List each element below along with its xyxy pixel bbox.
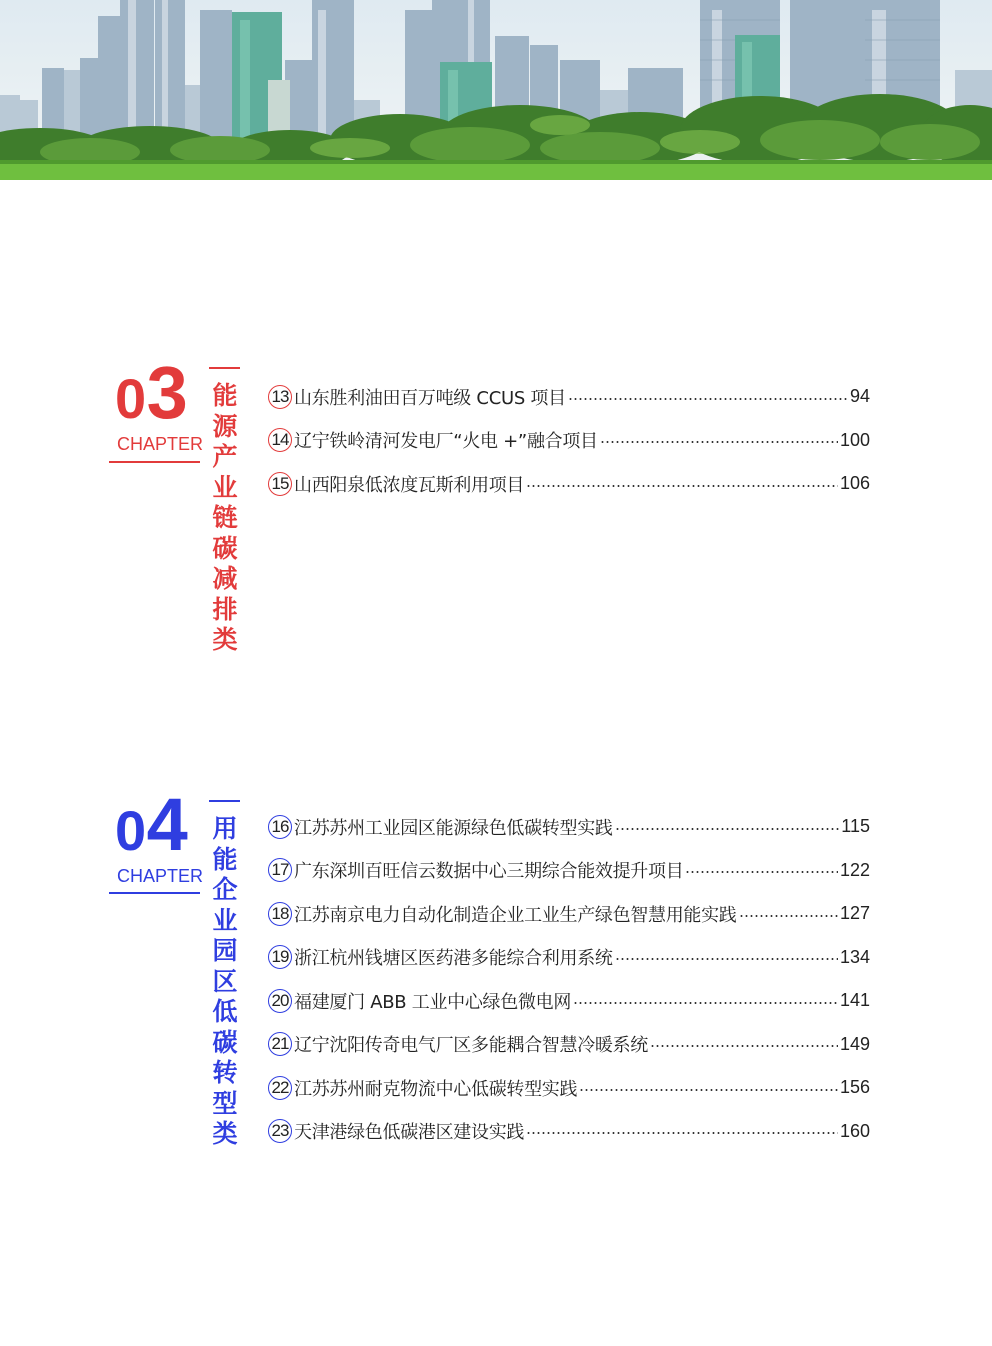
chapter-title-char: 产 [212, 442, 238, 471]
chapter-title-rule [209, 800, 240, 802]
chapter-title-char: 转 [212, 1058, 238, 1087]
toc-entry[interactable] [268, 979, 870, 1023]
chapter-number-digit-0: 0 [115, 367, 145, 430]
toc-entry[interactable] [268, 1110, 870, 1154]
entry-title: 江苏苏州工业园区能源绿色低碳转型实践 [294, 817, 613, 839]
chapter-title-char: 低 [212, 997, 238, 1026]
chapter-number-digit-0: 0 [115, 799, 145, 862]
entry-number-badge: 19 [268, 945, 292, 969]
entry-page-number: 160 [839, 1120, 870, 1141]
entry-page-number: 106 [839, 473, 870, 494]
chapter-label: CHAPTER [117, 866, 204, 886]
chapter-title-char: 碳 [212, 1027, 238, 1057]
dot-leader [615, 958, 838, 960]
entry-number-badge: 16 [268, 815, 292, 839]
entry-title: 辽宁铁岭清河发电厂“火电 +”融合项目 [294, 431, 598, 453]
entry-title: 山东胜利油田百万吨级 CCUS 项目 [294, 387, 566, 409]
entry-number-badge: 21 [268, 1032, 292, 1056]
dot-leader [650, 1045, 838, 1047]
dot-leader [526, 1132, 838, 1134]
toc-entry[interactable] [268, 936, 870, 980]
entry-number-badge: 15 [268, 472, 292, 496]
toc-entry[interactable] [268, 419, 870, 463]
entry-number-badge: 17 [268, 858, 292, 882]
entry-page-number: 149 [839, 1033, 870, 1054]
chapter-number-digit-1: 4 [146, 783, 186, 866]
entry-number-badge: 13 [268, 385, 292, 409]
entry-title: 辽宁沈阳传奇电气厂区多能耦合智慧冷暖系统 [294, 1035, 648, 1057]
chapter-title-char: 区 [212, 966, 238, 996]
chapter-underline [109, 892, 200, 894]
entry-title: 江苏苏州耐克物流中心低碳转型实践 [294, 1078, 578, 1100]
entry-number-badge: 22 [268, 1076, 292, 1100]
toc-entry[interactable] [268, 805, 870, 849]
chapter-number [115, 351, 205, 434]
entry-title: 浙江杭州钱塘区医药港多能综合利用系统 [294, 948, 613, 970]
chapter-number [115, 783, 205, 866]
toc-entry[interactable] [268, 892, 870, 936]
entry-title: 天津港绿色低碳港区建设实践 [294, 1122, 525, 1144]
entry-page-number: 122 [839, 859, 870, 880]
entry-number-badge: 18 [268, 902, 292, 926]
dot-leader [615, 828, 840, 830]
header-skyline-banner [0, 0, 992, 180]
chapter-label: CHAPTER [117, 434, 204, 454]
dot-leader [526, 485, 838, 487]
entry-title: 山西阳泉低浓度瓦斯利用项目 [294, 474, 525, 496]
entry-number-badge: 23 [268, 1119, 292, 1143]
toc-list-chapter-03 [268, 375, 870, 506]
chapter-title-char: 能 [212, 844, 238, 874]
entry-page-number: 100 [839, 429, 870, 450]
chapter-title-rule [209, 367, 240, 369]
chapter-title-char: 园 [212, 936, 238, 965]
toc-entry[interactable] [268, 849, 870, 893]
entry-page-number: 127 [839, 903, 870, 924]
chapter-title-char: 能 [212, 381, 238, 410]
toc-entry[interactable] [268, 375, 870, 419]
chapter-title-char: 型 [212, 1088, 238, 1118]
dot-leader [579, 1089, 838, 1091]
entry-page-number: 115 [841, 816, 870, 837]
chapter-title-char: 企 [212, 875, 238, 904]
dot-leader [568, 398, 848, 400]
chapter-title-char: 碳 [212, 533, 238, 563]
entry-title: 江苏南京电力自动化制造企业工业生产绿色智慧用能实践 [294, 904, 737, 926]
entry-number-badge: 20 [268, 989, 292, 1013]
chapter-title-char: 类 [212, 625, 238, 654]
entry-number-badge: 14 [268, 428, 292, 452]
chapter-title-char: 业 [212, 905, 238, 935]
chapter-title-char: 业 [212, 472, 238, 502]
chapter-title-char: 排 [212, 594, 238, 624]
chapter-title-char: 用 [212, 814, 238, 843]
chapter-title-char: 链 [212, 503, 238, 532]
chapter-underline [109, 461, 200, 463]
toc-entry[interactable] [268, 462, 870, 506]
entry-page-number: 94 [849, 386, 870, 407]
chapter-title-char: 源 [212, 411, 238, 441]
entry-title: 福建厦门 ABB 工业中心绿色微电网 [294, 991, 572, 1013]
toc-entry[interactable] [268, 1066, 870, 1110]
chapter-number-digit-1: 3 [146, 351, 186, 434]
entry-page-number: 134 [839, 946, 870, 967]
chapter-title-char: 类 [212, 1119, 238, 1148]
dot-leader [739, 915, 838, 917]
dot-leader [573, 1002, 838, 1004]
chapter-title-vertical [209, 814, 241, 1150]
chapter-title-char: 减 [212, 564, 238, 593]
entry-page-number: 141 [839, 990, 870, 1011]
toc-list-chapter-04 [268, 805, 870, 1153]
entry-page-number: 156 [839, 1077, 870, 1098]
toc-entry[interactable] [268, 1023, 870, 1067]
dot-leader [600, 441, 838, 443]
entry-title: 广东深圳百旺信云数据中心三期综合能效提升项目 [294, 861, 684, 883]
skyline-illustration [0, 0, 992, 180]
chapter-title-vertical [209, 381, 241, 656]
dot-leader [685, 871, 838, 873]
